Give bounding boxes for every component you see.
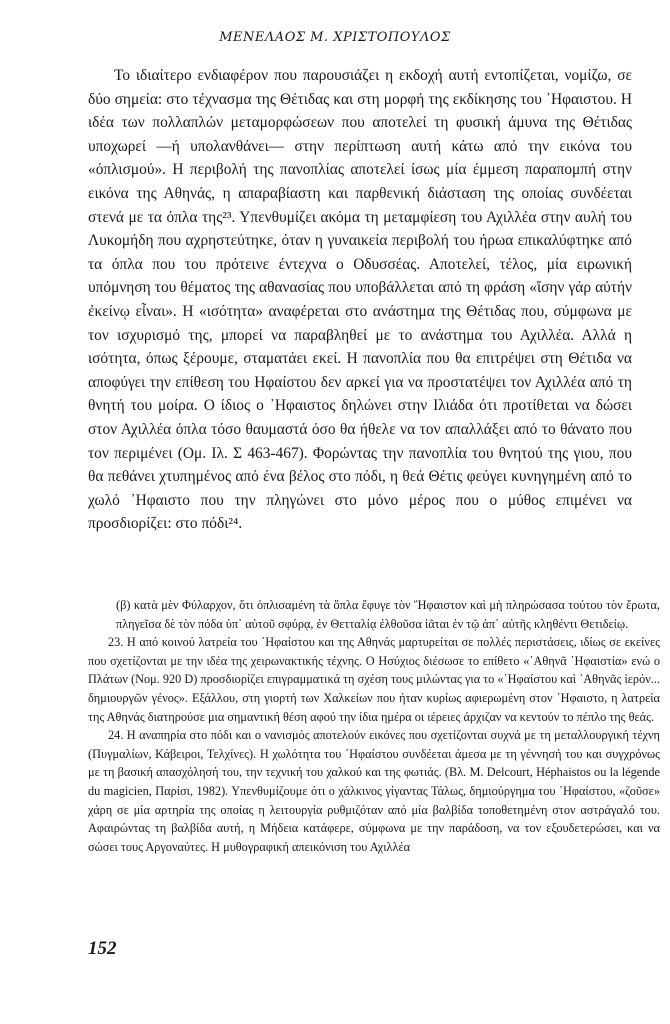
page-number: 152 xyxy=(88,938,117,959)
body-paragraph: Το ιδιαίτερο ενδιαφέρον που παρουσιάζει η εκδοχή αυτή εντοπίζεται, νομίζω, σε δύο σημεία: στο τέχνασμα της Θέτιδας και στη μορφή της εκδίκησης του ᾿Ηφαιστου. Η ιδέα των πολλαπλών μεταμορφώσεων που αποτελεί τη φυσική άμυνα της Θέτιδας υποχωρεί —ή υπολανθάνει— στην περίπτωση αυτή κάτω από την εικόνα του «όπλισμού». Η περιβολή της πανοπλίας αποτελεί ίσως μία έμμεση παραπομπή στην εικόνα της Αθηνάς, η απαραβίαστη και παρθενική διάσταση της οποίας συνδέεται στενά με τα όπλα της²³. Υπενθυμίζει ακόμα τη μεταμφίεση του Αχιλλέα στην αυλή του Λυκομήδη που αχρηστεύτηκε, όταν η γυναικεία περιβολή του ήρωα επικαλύφτηκε από τα όπλα που του πρότεινε έντεχνα ο Οδυσσέας. Αποτελεί, τέλος, μία ειρωνική υπόμνηση του θέματος της αθανασίας που υποβάλλεται από τη φράση «ἴσην γάρ αὐτήν ἐκείνῳ εἶναι». Η «ισότητα» αναφέρεται στο ανάστημα της Θέτιδας που, σύμφωνα με τον ισχυρισμό της, μπορεί να παραβληθεί με το ανάστημα του Αχιλλέα. Αλλά η ισότητα, όπως ξέρουμε, σταματάει εκεί. Η πανοπλία που θα επιτρέψει στη Θέτιδα να αποφύγει την επίθεση του Ηφαίστου δεν αρκεί για να προστατέψει τον Αχιλλέα από τη θνητή του μοίρα. Ο ίδιος ο ᾿Ηφαιστος δηλώνει στην Ιλιάδα ότι προτίθεται να δώσει στον Αχιλλέα όπλα τόσο θαυμαστά όσο θα ήθελε να τον απαλλάξει από το θάνατο που τον περιμένει (Ομ. Ιλ. Σ 463-467). Φορώντας την πανοπλία του θνητού της γιου, που θα πεθάνει χτυπημένος από ένα βέλος στο πόδι, η θεά Θέτις φεύγει κυνηγημένη από το χωλό ᾿Ηφαιστο που την πληγώνει στο μόνο μέρος που ο μύθος επιμένει να προσδιορίζει: στο πόδι²⁴. xyxy=(88,67,632,533)
main-text xyxy=(88,64,632,536)
footnote-quote-b: (β) κατὰ μὲν Φύλαρχον, ὅτι ὁπλισαμένη τὰ ὅπλα ἔφυγε τὸν Ἥφαιστον καὶ μὴ πληρώσασα τούτου τὸν ἔρωτα, πληγεῖσα δὲ τὸν πόδα ὑπ᾿ αὐτοῦ σφύρᾳ, ἐν Θετταλίᾳ ἐλθοῦσα ἰᾶται ἐν τῷ ἀπ᾿ αὐτῆς κληθέντι Θετιδείῳ. xyxy=(116,598,660,631)
running-head: ΜΕΝΕΛΑΟΣ Μ. ΧΡΙΣΤΟΠΟΥΛΟΣ xyxy=(219,30,451,45)
footnote-24: 24. Η αναπηρία στο πόδι και ο νανισμός αποτελούν εικόνες που σχετίζονται συχνά με τη μεταλλουργική τέχνη (Πυγμαλίων, Κάβειροι, Τελχίνες). Η χωλότητα του ᾿Ηφαίστου συνδέεται άμεσα με τη γέννησή του και συγχρόνως με τη βασική απασχόλησή του, την τεχνική του χαλκού και της φωτιάς. (Βλ. M. Delcourt, Héphaistos ou la légende du magicien, Παρίσι, 1982). Υπενθυμίζουμε ότι ο χάλκινος γίγαντας Τάλως, δημιούργημα του ᾿Ηφαίστου, «ζοῦσε» χάρη σε μία αρτηρία της οποίας η λειτουργία ρυθμιζόταν από μία βαλβίδα τοποθετημένη στον αστράγαλό του. Αφαιρώντας τη βαλβίδα αυτή, η Μήδεια κατάφερε, σύμφωνα με την παράδοση, να τον εξουδετερώσει, και να σώσει τους Αργοναύτες. Η μυθογραφική απεικόνιση του Αχιλλέα xyxy=(88,728,660,854)
footnotes xyxy=(88,596,660,856)
footnote-23: 23. Η από κοινού λατρεία του ᾿Ηφαίστου και της Αθηνάς μαρτυρείται σε πολλές περιστάσεις, ιδίως σε εκείνες που σχετίζονται με την ιδέα της χειρωνακτικής τέχνης. Ο Ησύχιος διέσωσε το επίθετο «᾿Αθηνᾶ ᾿Ηφαιστία» ενώ ο Πλάτων (Νομ. 920 D) προσδιορίζει επιγραμματικά τη σχέση τους μιλώντας για το «᾿Ηφαίστου καὶ ᾿Αθηνᾶς ἱερόν... δημιουργῶν γένος». Εξάλλου, στη γιορτή των Χαλκείων που ήταν κυρίως αφιερωμένη στον ᾿Ηφαιστο, η λατρεία της Αθηνάς διατηρούσε μια σημαντική θέση αφού την ίδια ημέρα οι ιέρειες άρχιζαν να κεντούν το πέπλο της θεάς. xyxy=(88,635,660,724)
